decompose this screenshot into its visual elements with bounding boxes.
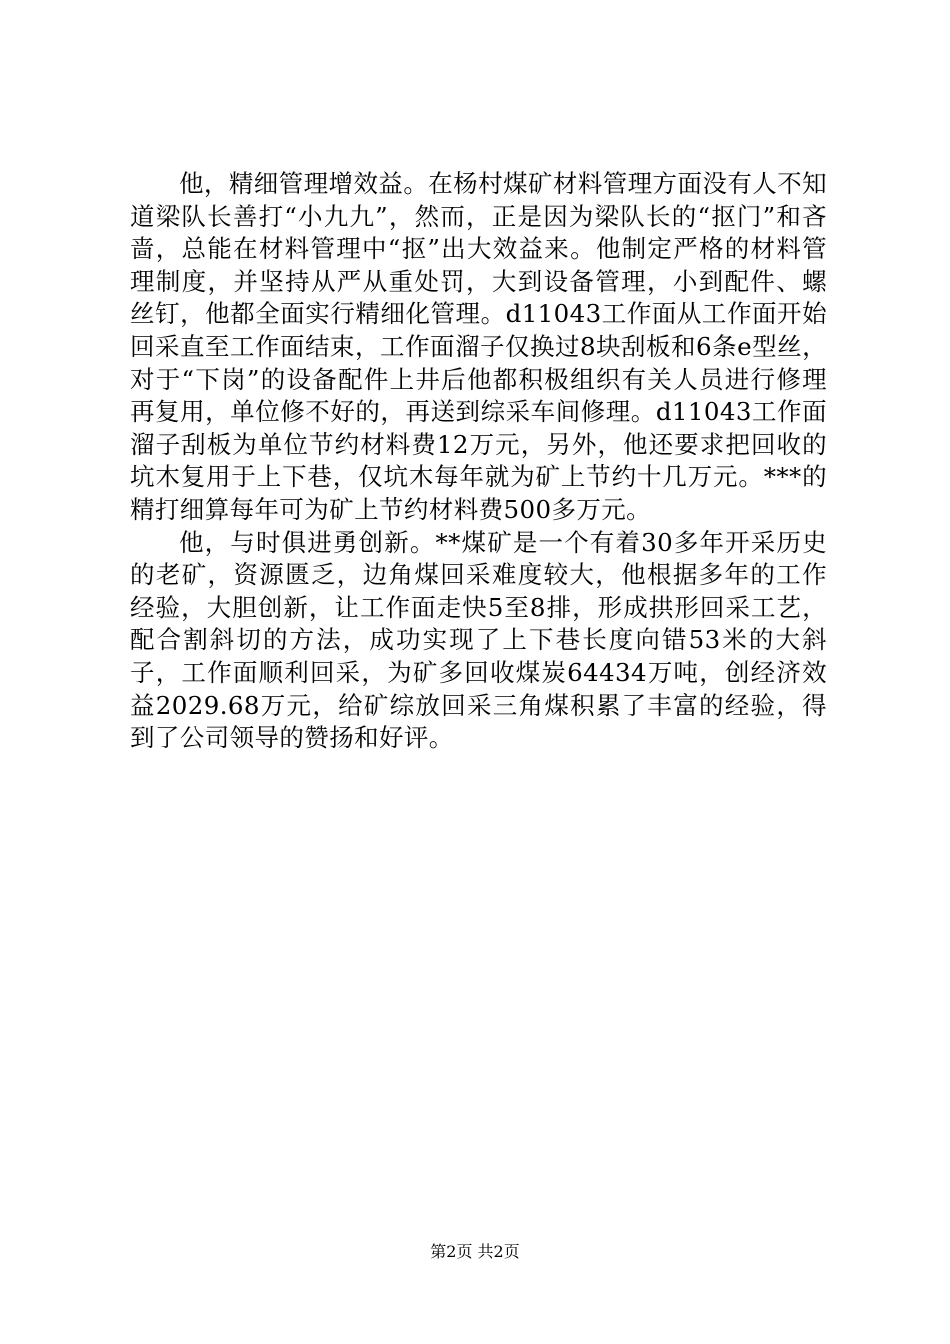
paragraph-innovation: 他，与时俱进勇创新。**煤矿是一个有着30多年开采历史的老矿，资源匮乏，边角煤回采难度较大，他根据多年的工作经验，大胆创新，让工作面走快5至8排，形成拱形回采工艺，配合割斜切的方法，成功实现了上下巷长度向错53米的大斜子，工作面顺利回采，为矿多回收煤炭64434万吨，创经济效益2029.68万元，给矿综放回采三角煤积累了丰富的经验，得到了公司领导的赞扬和好评。	[130, 527, 827, 753]
paragraph-fine-management: 他，精细管理增效益。在杨村煤矿材料管理方面没有人不知道梁队长善打“小九九”，然而，正是因为梁队长的“抠门”和吝啬，总能在材料管理中“抠”出大效益来。他制定严格的材料管理制度，并坚持从严从重处罚，大到设备管理，小到配件、螺丝钉，他都全面实行精细化管理。d11043工作面从工作面开始回采直至工作面结束，工作面溜子仅换过8块刮板和6条e型丝，对于“下岗”的设备配件上井后他都积极组织有关人员进行修理再复用，单位修不好的，再送到综采车间修理。d11043工作面溜子刮板为单位节约材料费12万元，另外，他还要求把回收的坑木复用于上下巷，仅坑木每年就为矿上节约十几万元。***的精打细算每年可为矿上节约材料费500多万元。	[130, 169, 827, 524]
page-number-footer: 第2页 共2页	[430, 1242, 520, 1261]
document-body	[130, 168, 827, 755]
